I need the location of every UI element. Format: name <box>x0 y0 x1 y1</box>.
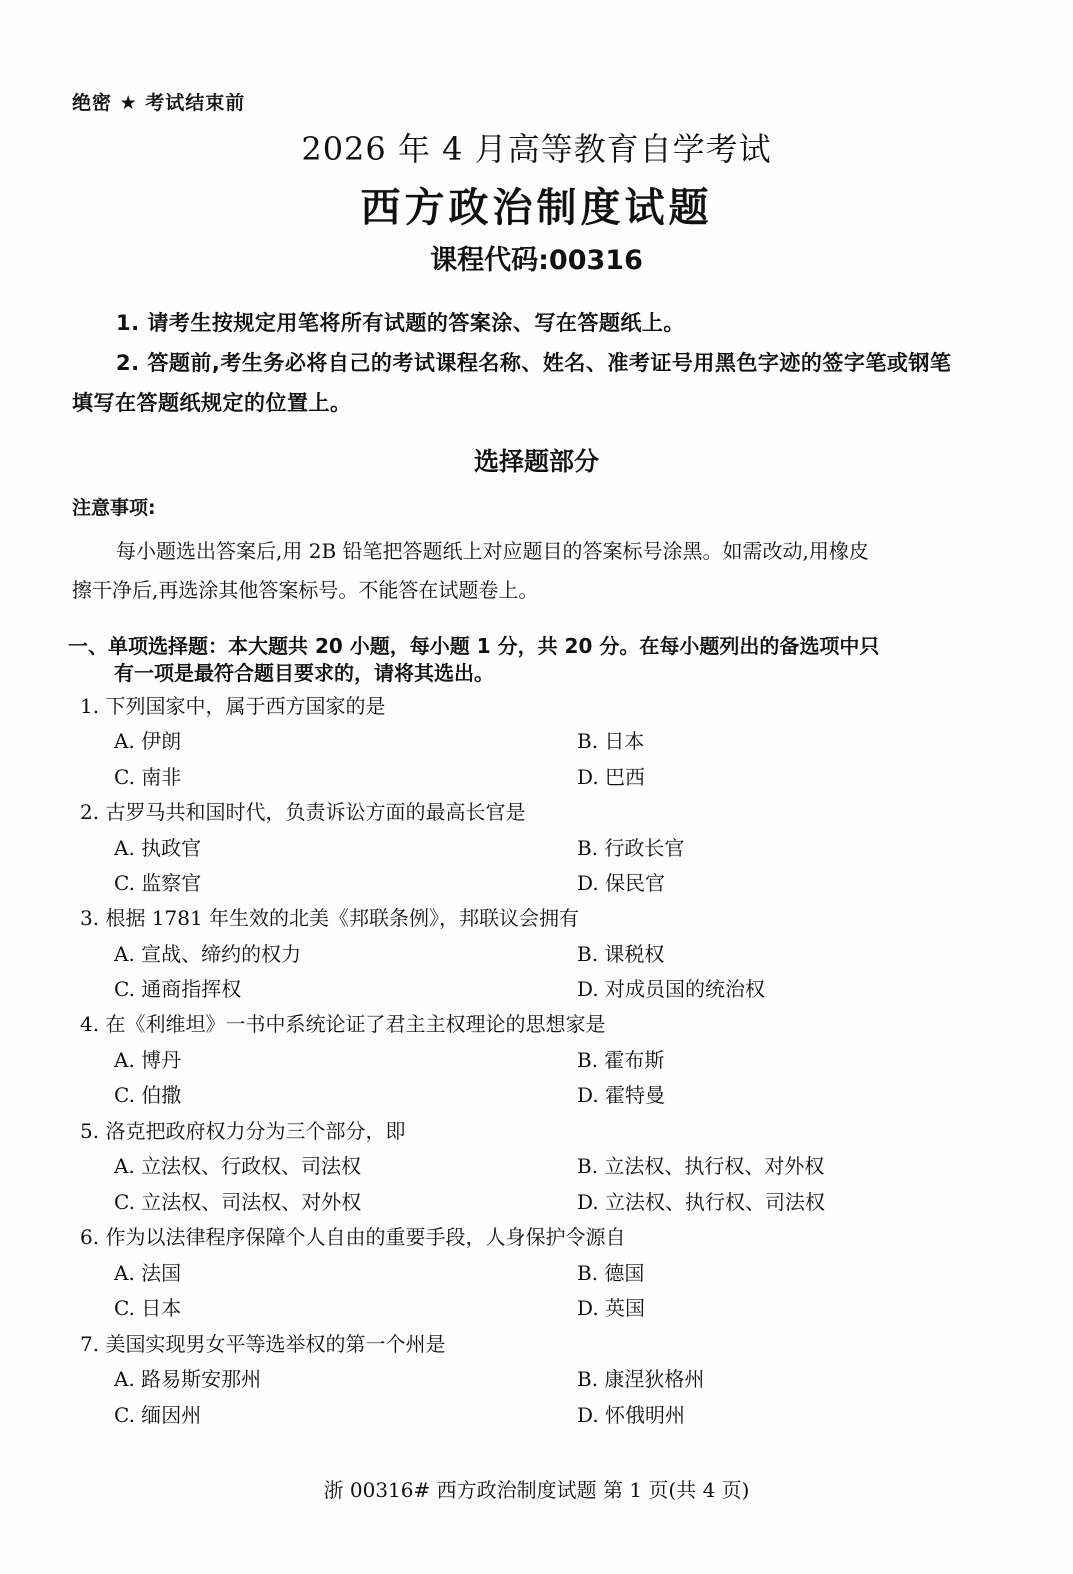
option-a: A. 伊朗 <box>114 729 182 753</box>
course-code: 课程代码:00316 <box>430 245 643 276</box>
part-one-heading: 一、单项选择题：本大题共 20 小题，每小题 1 分，共 20 分。在每小题列出的备选项中只 <box>68 634 880 658</box>
option-a: A. 路易斯安那州 <box>114 1367 262 1391</box>
notice-title: 注意事项: <box>72 497 156 519</box>
option-d: D. 立法权、执行权、司法权 <box>577 1190 826 1214</box>
question-stem: 6. 作为以法律程序保障个人自由的重要手段，人身保护令源自 <box>80 1225 626 1249</box>
option-b: B. 课税权 <box>577 942 665 966</box>
question-stem: 2. 古罗马共和国时代，负责诉讼方面的最高长官是 <box>80 800 526 824</box>
option-a: A. 博丹 <box>114 1048 182 1072</box>
option-c: C. 缅因州 <box>114 1403 202 1427</box>
question-stem: 1. 下列国家中，属于西方国家的是 <box>80 694 386 718</box>
option-b: B. 日本 <box>577 729 645 753</box>
option-c: C. 监察官 <box>114 871 202 895</box>
option-a: A. 执政官 <box>114 836 202 860</box>
option-d: D. 对成员国的统治权 <box>577 977 766 1001</box>
option-c: C. 伯撒 <box>114 1083 182 1107</box>
option-b: B. 德国 <box>577 1261 645 1285</box>
option-b: B. 康涅狄格州 <box>577 1367 705 1391</box>
exam-name: 2026 年 4 月高等教育自学考试 <box>301 130 772 168</box>
notice-line-1: 每小题选出答案后,用 2B 铅笔把答题纸上对应题目的答案标号涂黑。如需改动,用橡皮 <box>116 539 869 563</box>
instruction-line-1: 1. 请考生按规定用笔将所有试题的答案涂、写在答题纸上。 <box>116 311 685 335</box>
section-title: 选择题部分 <box>473 447 599 476</box>
option-c: C. 南非 <box>114 765 182 789</box>
confidential-label: 绝密 ★ 考试结束前 <box>72 92 246 114</box>
option-d: D. 英国 <box>577 1296 646 1320</box>
instruction-line-2-cont: 填写在答题纸规定的位置上。 <box>72 391 352 415</box>
question-stem: 3. 根据 1781 年生效的北美《邦联条例》，邦联议会拥有 <box>80 906 580 930</box>
option-d: D. 怀俄明州 <box>577 1403 686 1427</box>
part-one-heading-cont: 有一项是最符合题目要求的，请将其选出。 <box>114 661 494 685</box>
option-b: B. 立法权、执行权、对外权 <box>577 1154 825 1178</box>
option-d: D. 霍特曼 <box>577 1083 666 1107</box>
instruction-line-2: 2. 答题前,考生务必将自己的考试课程名称、姓名、准考证号用黑色字迹的签字笔或钢笔 <box>116 351 952 375</box>
question-stem: 4. 在《利维坦》一书中系统论证了君主主权理论的思想家是 <box>80 1012 606 1036</box>
option-c: C. 通商指挥权 <box>114 977 242 1001</box>
question-stem: 7. 美国实现男女平等选举权的第一个州是 <box>80 1332 446 1356</box>
option-a: A. 宣战、缔约的权力 <box>114 942 302 966</box>
question-stem: 5. 洛克把政府权力分为三个部分，即 <box>80 1119 406 1143</box>
option-d: D. 巴西 <box>577 765 646 789</box>
option-d: D. 保民官 <box>577 871 666 895</box>
option-a: A. 立法权、行政权、司法权 <box>114 1154 362 1178</box>
subject-title: 西方政治制度试题 <box>360 185 713 231</box>
option-c: C. 立法权、司法权、对外权 <box>114 1190 362 1214</box>
option-c: C. 日本 <box>114 1296 182 1320</box>
notice-line-2: 擦干净后,再选涂其他答案标号。不能答在试题卷上。 <box>72 578 539 602</box>
page-footer: 浙 00316# 西方政治制度试题 第 1 页(共 4 页) <box>323 1478 750 1502</box>
option-b: B. 霍布斯 <box>577 1048 665 1072</box>
option-a: A. 法国 <box>114 1261 182 1285</box>
option-b: B. 行政长官 <box>577 836 685 860</box>
